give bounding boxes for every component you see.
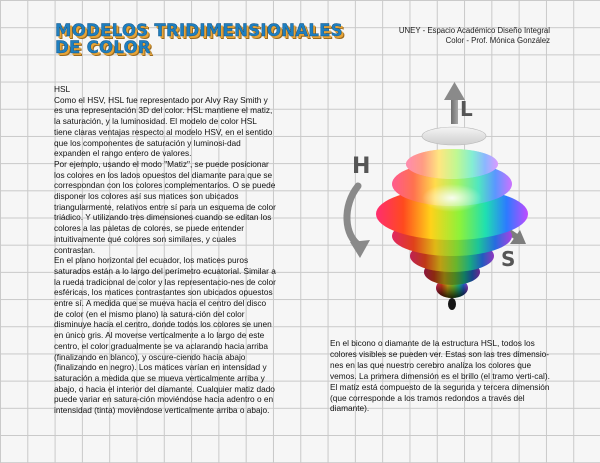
paragraph-hue-mode: Por ejemplo, usando el modo "Matiz", se puede posicionar los colores en los lados opuestos del diamante para que se correspondan con los colores complementarios. O se puede disponer los colores así sus matices son ubicados triangularmente, relativos entre sí para un esquema de color triádico. Y utilizando tres dimensiones cuando se editan los colores a las paletas de colores, se puede entender intuitivamente qué colores son similares, y cuales contrastan. — [54, 158, 276, 255]
title-line-1: MODELOS TRIDIMENSIONALES — [55, 21, 343, 40]
title-line-2: DE COLOR — [55, 38, 151, 57]
bicone-layers — [376, 127, 528, 310]
paragraph-intro: Como el HSV, HSL fue representado por Alvy Ray Smith y es una representación 3D del color. HSL mantiene el matiz, la saturación, y la luminosidad. El modelo de color HSL tiene claras ventajas respecto al modelo HSV, en el sentido que los componentes de saturación y luminosi-dad expanden el rango entero de valores. — [54, 94, 273, 159]
header-professor: Color - Prof. Mónica González — [445, 36, 550, 45]
paragraph-bicone: En el bicono o diamante de la estructura HSL, todos los colores visibles se pueden ver. Estas son las tres dimensio-nes en las que nuestro cerebro analiza los colores que vemos. La primera dimensión es el brillo (el tramo verti-cal). El matiz está compuesto de la segunda y tercera dimensión (que corresponde a los tramos redondos a través del diamante). — [330, 338, 550, 414]
right-text-column — [330, 338, 552, 414]
page-title — [55, 22, 343, 56]
hsl-bicone-figure — [330, 76, 560, 326]
section-heading: HSL — [54, 84, 71, 94]
label-l: L — [460, 97, 473, 121]
header-credits — [399, 26, 550, 46]
header-course: UNEY - Espacio Académico Diseño Integral — [398, 26, 550, 35]
label-h: H — [352, 154, 371, 179]
left-text-column — [54, 84, 276, 416]
paragraph-equator: En el plano horizontal del ecuador, los matices puros saturados están a lo largo del perímetro ecuatorial. Similar a la rueda tradicional de color y las representacio-nes de color esféricas, los matices contrastantes son ubicados opuestos entre sí. A medida que se mueva hacia el centro del disco de color (en el mismo plano) la satura-ción del color disminuye hacia el centro, donde todos los colores se unen en único gris. Al moverse verticalmente a lo largo de este centro, el color gradualmente se va aclarando hacia arriba (finalizando en blanco), y oscure-ciendo hacia abajo (finalizando en negro). Los matices varían en intensidad y saturación a medida que se mueva verticalmente arriba y abajo, o hacia el interior del diamante. Cualquier matiz dado puede variar en satura-ción moviéndose hacia adentro o en intensidad (tinta) moviéndose verticalmente arriba o abajo. — [54, 255, 276, 416]
hsl-bicone-illustration — [330, 76, 560, 326]
hue-arrow — [347, 186, 370, 258]
label-s: S — [501, 247, 516, 271]
